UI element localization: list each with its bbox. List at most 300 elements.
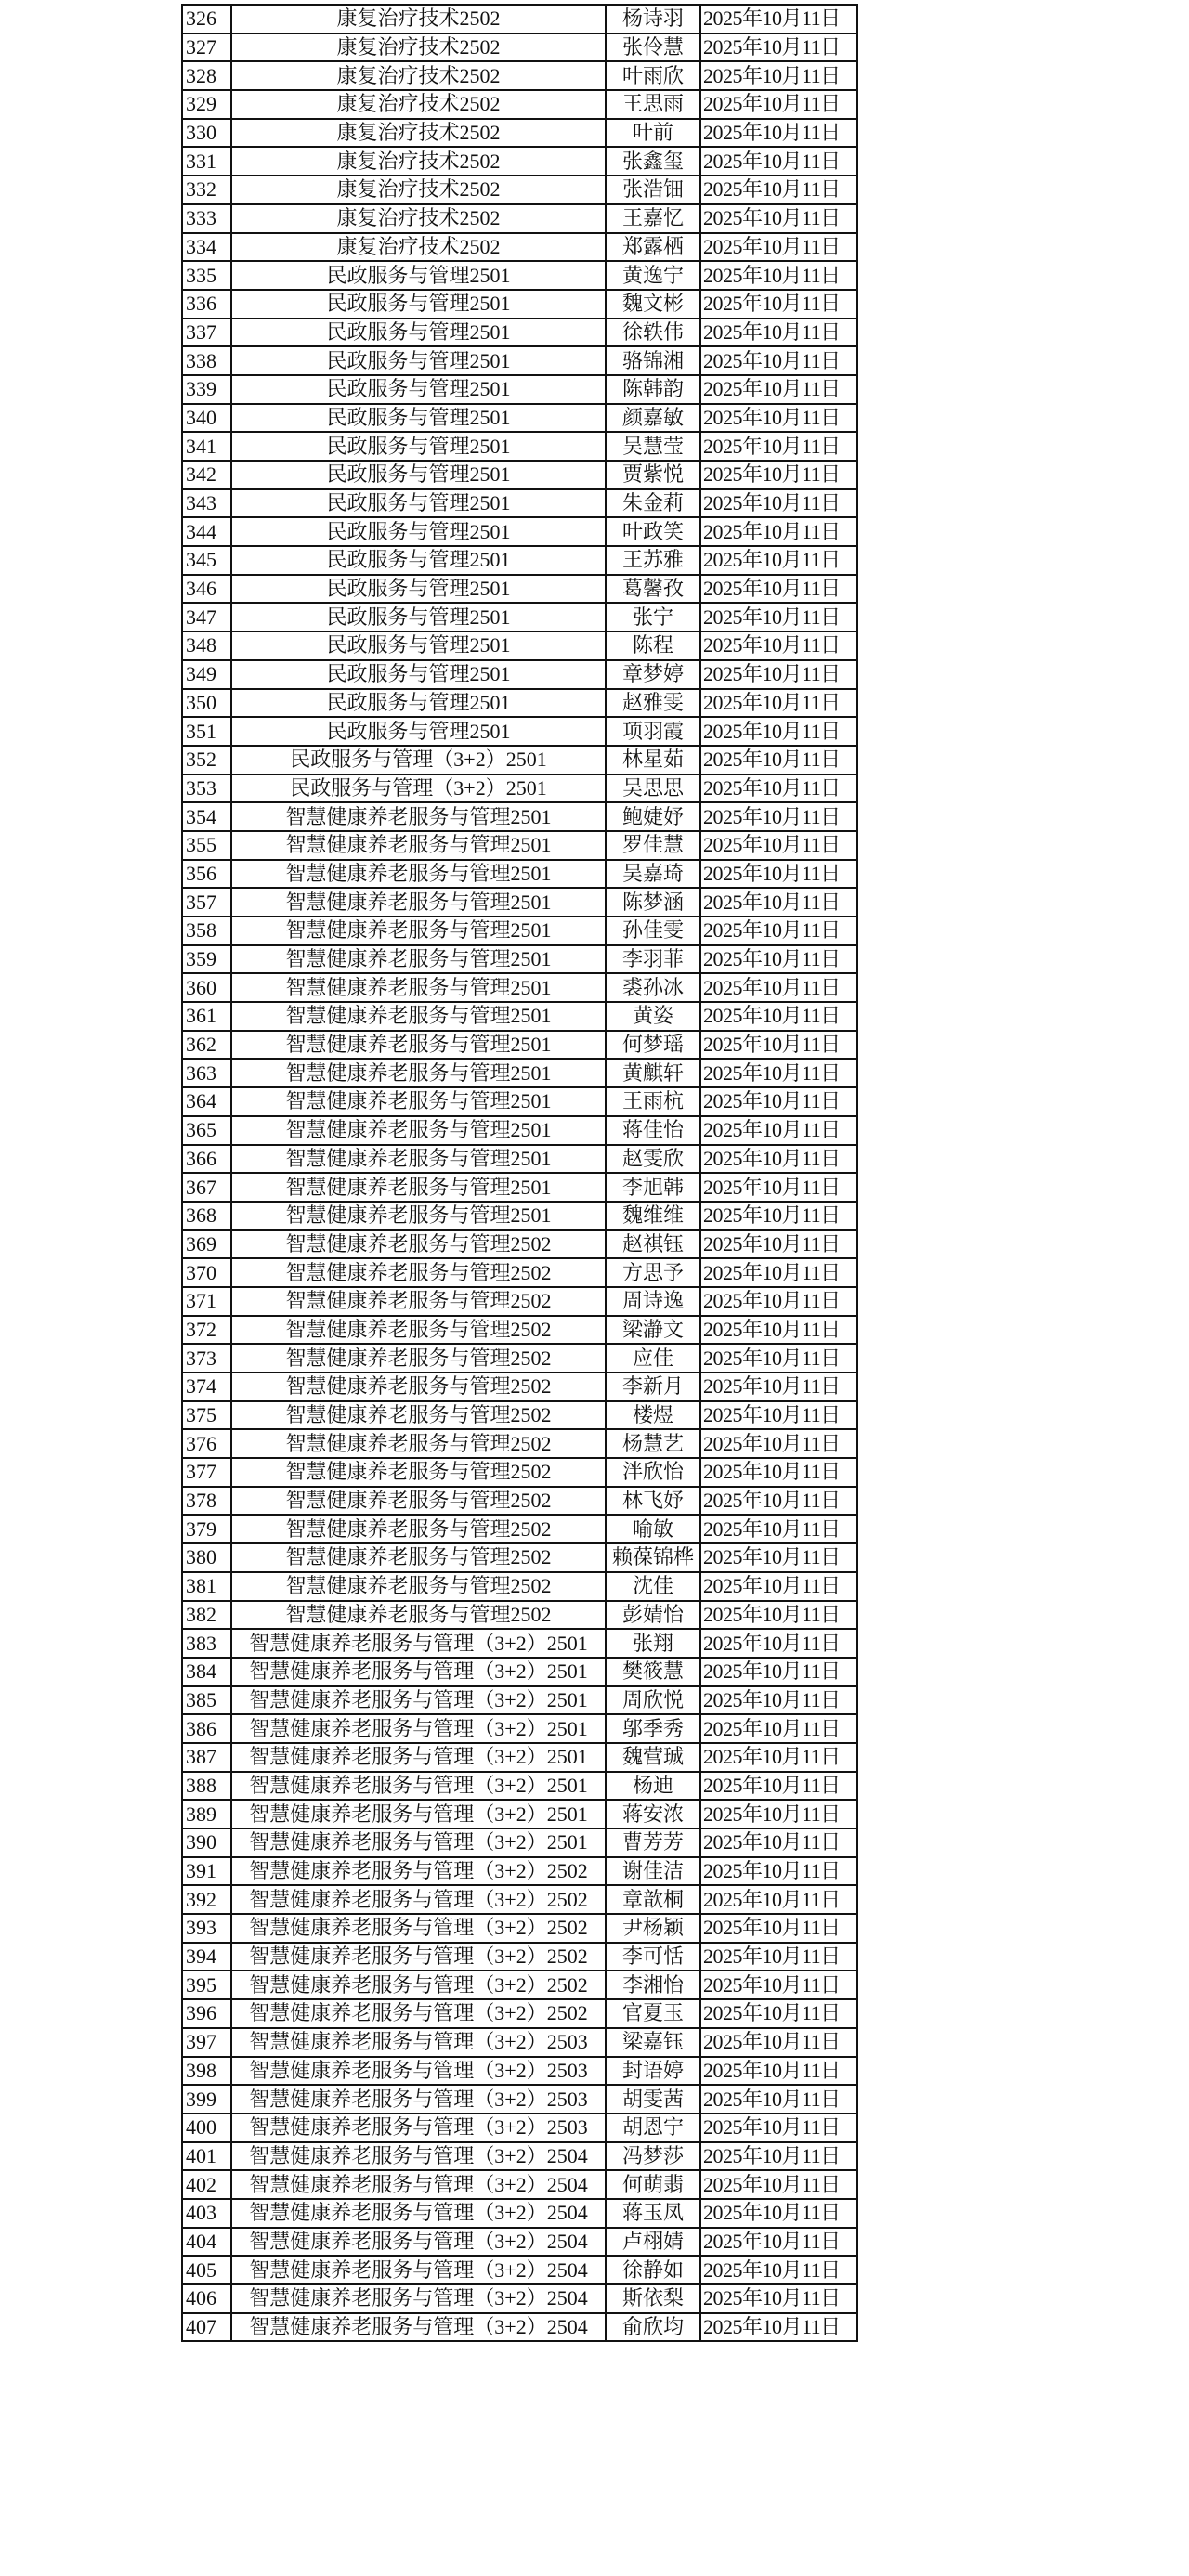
program-cell: 智慧健康养老服务与管理2502 bbox=[231, 1487, 606, 1516]
student-name-cell: 鲍婕妤 bbox=[606, 802, 700, 831]
program-cell: 智慧健康养老服务与管理2501 bbox=[231, 831, 606, 860]
row-number: 330 bbox=[182, 119, 231, 148]
table-row bbox=[182, 1629, 857, 1658]
table-row bbox=[182, 261, 857, 290]
program-cell: 智慧健康养老服务与管理2501 bbox=[231, 1087, 606, 1116]
date-cell: 2025年10月11日 bbox=[700, 461, 857, 489]
student-name-cell: 方思予 bbox=[606, 1258, 700, 1287]
table-row bbox=[182, 1686, 857, 1715]
date-cell: 2025年10月11日 bbox=[700, 831, 857, 860]
row-number: 392 bbox=[182, 1885, 231, 1914]
table-row bbox=[182, 404, 857, 433]
program-cell: 民政服务与管理（3+2）2501 bbox=[231, 746, 606, 774]
date-cell: 2025年10月11日 bbox=[700, 2170, 857, 2199]
row-number: 401 bbox=[182, 2142, 231, 2171]
table-row bbox=[182, 2284, 857, 2313]
table-row bbox=[182, 1145, 857, 1174]
date-cell: 2025年10月11日 bbox=[700, 631, 857, 660]
table-row bbox=[182, 717, 857, 746]
row-number: 364 bbox=[182, 1087, 231, 1116]
row-number: 381 bbox=[182, 1572, 231, 1601]
student-name-cell: 章梦婷 bbox=[606, 660, 700, 689]
date-cell: 2025年10月11日 bbox=[700, 517, 857, 546]
date-cell: 2025年10月11日 bbox=[700, 319, 857, 347]
student-name-cell: 周欣悦 bbox=[606, 1686, 700, 1715]
date-cell: 2025年10月11日 bbox=[700, 660, 857, 689]
table-row bbox=[182, 888, 857, 917]
row-number: 377 bbox=[182, 1458, 231, 1487]
program-cell: 智慧健康养老服务与管理2501 bbox=[231, 1145, 606, 1174]
program-cell: 智慧健康养老服务与管理（3+2）2502 bbox=[231, 1971, 606, 1999]
row-number: 404 bbox=[182, 2228, 231, 2257]
row-number: 367 bbox=[182, 1173, 231, 1202]
program-cell: 民政服务与管理2501 bbox=[231, 517, 606, 546]
student-name-cell: 赵雯欣 bbox=[606, 1145, 700, 1174]
program-cell: 智慧健康养老服务与管理2501 bbox=[231, 1173, 606, 1202]
table-row bbox=[182, 1828, 857, 1857]
row-number: 347 bbox=[182, 603, 231, 631]
row-number: 344 bbox=[182, 517, 231, 546]
program-cell: 康复治疗技术2502 bbox=[231, 119, 606, 148]
table-row bbox=[182, 1087, 857, 1116]
row-number: 366 bbox=[182, 1145, 231, 1174]
student-name-cell: 魏营珹 bbox=[606, 1743, 700, 1772]
row-number: 349 bbox=[182, 660, 231, 689]
table-row bbox=[182, 917, 857, 945]
row-number: 390 bbox=[182, 1828, 231, 1857]
date-cell: 2025年10月11日 bbox=[700, 290, 857, 319]
student-name-cell: 张伶慧 bbox=[606, 33, 700, 62]
table-row bbox=[182, 1601, 857, 1630]
table-row bbox=[182, 61, 857, 90]
row-number: 395 bbox=[182, 1971, 231, 1999]
table-row bbox=[182, 774, 857, 803]
date-cell: 2025年10月11日 bbox=[700, 404, 857, 433]
program-cell: 智慧健康养老服务与管理2501 bbox=[231, 1116, 606, 1145]
row-number: 339 bbox=[182, 375, 231, 404]
row-number: 357 bbox=[182, 888, 231, 917]
student-name-cell: 李可恬 bbox=[606, 1943, 700, 1971]
row-number: 400 bbox=[182, 2114, 231, 2142]
program-cell: 智慧健康养老服务与管理2501 bbox=[231, 802, 606, 831]
date-cell: 2025年10月11日 bbox=[700, 119, 857, 148]
table-row bbox=[182, 1772, 857, 1801]
date-cell: 2025年10月11日 bbox=[700, 1344, 857, 1373]
student-name-cell: 俞欣均 bbox=[606, 2313, 700, 2342]
table-row bbox=[182, 1857, 857, 1886]
table-row bbox=[182, 1002, 857, 1031]
row-number: 383 bbox=[182, 1629, 231, 1658]
program-cell: 智慧健康养老服务与管理（3+2）2501 bbox=[231, 1686, 606, 1715]
row-number: 397 bbox=[182, 2028, 231, 2057]
table-row bbox=[182, 1743, 857, 1772]
program-cell: 智慧健康养老服务与管理2502 bbox=[231, 1515, 606, 1543]
date-cell: 2025年10月11日 bbox=[700, 204, 857, 233]
date-cell: 2025年10月11日 bbox=[700, 774, 857, 803]
row-number: 406 bbox=[182, 2284, 231, 2313]
student-name-cell: 魏文彬 bbox=[606, 290, 700, 319]
program-cell: 康复治疗技术2502 bbox=[231, 233, 606, 262]
student-name-cell: 卢栩婧 bbox=[606, 2228, 700, 2257]
date-cell: 2025年10月11日 bbox=[700, 860, 857, 889]
program-cell: 智慧健康养老服务与管理2502 bbox=[231, 1458, 606, 1487]
table-row bbox=[182, 1572, 857, 1601]
date-cell: 2025年10月11日 bbox=[700, 1031, 857, 1060]
date-cell: 2025年10月11日 bbox=[700, 432, 857, 461]
row-number: 369 bbox=[182, 1230, 231, 1259]
program-cell: 智慧健康养老服务与管理（3+2）2502 bbox=[231, 1885, 606, 1914]
row-number: 389 bbox=[182, 1800, 231, 1828]
table-row bbox=[182, 860, 857, 889]
student-name-cell: 王嘉忆 bbox=[606, 204, 700, 233]
program-cell: 智慧健康养老服务与管理（3+2）2504 bbox=[231, 2199, 606, 2228]
row-number: 368 bbox=[182, 1202, 231, 1230]
table-row bbox=[182, 831, 857, 860]
table-row bbox=[182, 973, 857, 1002]
student-name-cell: 黄麒轩 bbox=[606, 1059, 700, 1087]
student-name-cell: 沈佳 bbox=[606, 1572, 700, 1601]
date-cell: 2025年10月11日 bbox=[700, 2199, 857, 2228]
date-cell: 2025年10月11日 bbox=[700, 689, 857, 718]
table-row bbox=[182, 1344, 857, 1373]
student-name-cell: 林飞妤 bbox=[606, 1487, 700, 1516]
table-row bbox=[182, 1658, 857, 1686]
date-cell: 2025年10月11日 bbox=[700, 176, 857, 204]
student-name-cell: 邬季秀 bbox=[606, 1714, 700, 1743]
row-number: 337 bbox=[182, 319, 231, 347]
student-name-cell: 喻敏 bbox=[606, 1515, 700, 1543]
table-row bbox=[182, 319, 857, 347]
student-name-cell: 骆锦湘 bbox=[606, 346, 700, 375]
date-cell: 2025年10月11日 bbox=[700, 2028, 857, 2057]
student-name-cell: 李湘怡 bbox=[606, 1971, 700, 1999]
student-name-cell: 张鑫玺 bbox=[606, 147, 700, 176]
date-cell: 2025年10月11日 bbox=[700, 1230, 857, 1259]
student-name-cell: 张浩钿 bbox=[606, 176, 700, 204]
date-cell: 2025年10月11日 bbox=[700, 1373, 857, 1401]
program-cell: 智慧健康养老服务与管理2502 bbox=[231, 1543, 606, 1572]
row-number: 372 bbox=[182, 1316, 231, 1345]
program-cell: 民政服务与管理2501 bbox=[231, 603, 606, 631]
row-number: 407 bbox=[182, 2313, 231, 2342]
date-cell: 2025年10月11日 bbox=[700, 546, 857, 575]
student-name-cell: 葛馨孜 bbox=[606, 575, 700, 604]
date-cell: 2025年10月11日 bbox=[700, 2284, 857, 2313]
student-name-cell: 王苏雅 bbox=[606, 546, 700, 575]
date-cell: 2025年10月11日 bbox=[700, 1800, 857, 1828]
row-number: 405 bbox=[182, 2256, 231, 2284]
date-cell: 2025年10月11日 bbox=[700, 1686, 857, 1715]
student-name-cell: 罗佳慧 bbox=[606, 831, 700, 860]
program-cell: 智慧健康养老服务与管理2501 bbox=[231, 860, 606, 889]
program-cell: 康复治疗技术2502 bbox=[231, 176, 606, 204]
row-number: 343 bbox=[182, 489, 231, 518]
student-name-cell: 陈韩韵 bbox=[606, 375, 700, 404]
program-cell: 智慧健康养老服务与管理2501 bbox=[231, 1002, 606, 1031]
program-cell: 智慧健康养老服务与管理（3+2）2502 bbox=[231, 1943, 606, 1971]
row-number: 373 bbox=[182, 1344, 231, 1373]
table-row bbox=[182, 2256, 857, 2284]
row-number: 332 bbox=[182, 176, 231, 204]
program-cell: 民政服务与管理2501 bbox=[231, 575, 606, 604]
program-cell: 民政服务与管理2501 bbox=[231, 404, 606, 433]
student-name-cell: 叶前 bbox=[606, 119, 700, 148]
date-cell: 2025年10月11日 bbox=[700, 1515, 857, 1543]
row-number: 333 bbox=[182, 204, 231, 233]
table-row bbox=[182, 290, 857, 319]
program-cell: 智慧健康养老服务与管理（3+2）2502 bbox=[231, 1999, 606, 2028]
program-cell: 民政服务与管理2501 bbox=[231, 689, 606, 718]
student-name-cell: 胡雯茜 bbox=[606, 2085, 700, 2114]
row-number: 376 bbox=[182, 1429, 231, 1458]
date-cell: 2025年10月11日 bbox=[700, 1543, 857, 1572]
table-row bbox=[182, 489, 857, 518]
student-name-cell: 项羽霞 bbox=[606, 717, 700, 746]
date-cell: 2025年10月11日 bbox=[700, 1743, 857, 1772]
date-cell: 2025年10月11日 bbox=[700, 1429, 857, 1458]
table-row bbox=[182, 1487, 857, 1516]
table-row bbox=[182, 119, 857, 148]
student-name-cell: 周诗逸 bbox=[606, 1287, 700, 1316]
date-cell: 2025年10月11日 bbox=[700, 261, 857, 290]
table-row bbox=[182, 90, 857, 119]
table-row bbox=[182, 5, 857, 33]
student-name-cell: 曹芳芳 bbox=[606, 1828, 700, 1857]
date-cell: 2025年10月11日 bbox=[700, 1487, 857, 1516]
date-cell: 2025年10月11日 bbox=[700, 1173, 857, 1202]
date-cell: 2025年10月11日 bbox=[700, 1401, 857, 1430]
program-cell: 智慧健康养老服务与管理（3+2）2503 bbox=[231, 2057, 606, 2086]
student-name-cell: 谢佳洁 bbox=[606, 1857, 700, 1886]
date-cell: 2025年10月11日 bbox=[700, 2057, 857, 2086]
student-name-cell: 官夏玉 bbox=[606, 1999, 700, 2028]
date-cell: 2025年10月11日 bbox=[700, 1202, 857, 1230]
student-name-cell: 杨迪 bbox=[606, 1772, 700, 1801]
student-name-cell: 陈梦涵 bbox=[606, 888, 700, 917]
student-name-cell: 吴嘉琦 bbox=[606, 860, 700, 889]
date-cell: 2025年10月11日 bbox=[700, 147, 857, 176]
student-name-cell: 楼煜 bbox=[606, 1401, 700, 1430]
row-number: 327 bbox=[182, 33, 231, 62]
table-row bbox=[182, 1059, 857, 1087]
table-row bbox=[182, 1714, 857, 1743]
table-row bbox=[182, 204, 857, 233]
date-cell: 2025年10月11日 bbox=[700, 61, 857, 90]
date-cell: 2025年10月11日 bbox=[700, 746, 857, 774]
student-name-cell: 应佳 bbox=[606, 1344, 700, 1373]
program-cell: 民政服务与管理2501 bbox=[231, 346, 606, 375]
program-cell: 民政服务与管理2501 bbox=[231, 290, 606, 319]
student-name-cell: 孙佳雯 bbox=[606, 917, 700, 945]
table-row bbox=[182, 2114, 857, 2142]
student-name-cell: 杨慧艺 bbox=[606, 1429, 700, 1458]
row-number: 371 bbox=[182, 1287, 231, 1316]
table-row bbox=[182, 432, 857, 461]
table-row bbox=[182, 2313, 857, 2342]
program-cell: 智慧健康养老服务与管理（3+2）2502 bbox=[231, 1914, 606, 1943]
row-number: 396 bbox=[182, 1999, 231, 2028]
table-row bbox=[182, 1458, 857, 1487]
row-number: 386 bbox=[182, 1714, 231, 1743]
student-name-cell: 何萌翡 bbox=[606, 2170, 700, 2199]
student-name-cell: 魏维维 bbox=[606, 1202, 700, 1230]
program-cell: 智慧健康养老服务与管理（3+2）2504 bbox=[231, 2170, 606, 2199]
student-name-cell: 李旭韩 bbox=[606, 1173, 700, 1202]
date-cell: 2025年10月11日 bbox=[700, 888, 857, 917]
program-cell: 智慧健康养老服务与管理（3+2）2504 bbox=[231, 2313, 606, 2342]
student-name-cell: 梁瀞文 bbox=[606, 1316, 700, 1345]
program-cell: 智慧健康养老服务与管理2502 bbox=[231, 1344, 606, 1373]
date-cell: 2025年10月11日 bbox=[700, 233, 857, 262]
student-name-cell: 徐轶伟 bbox=[606, 319, 700, 347]
student-name-cell: 彭婧怡 bbox=[606, 1601, 700, 1630]
row-number: 403 bbox=[182, 2199, 231, 2228]
row-number: 393 bbox=[182, 1914, 231, 1943]
student-name-cell: 裘孙冰 bbox=[606, 973, 700, 1002]
row-number: 341 bbox=[182, 432, 231, 461]
program-cell: 智慧健康养老服务与管理2501 bbox=[231, 1202, 606, 1230]
row-number: 385 bbox=[182, 1686, 231, 1715]
date-cell: 2025年10月11日 bbox=[700, 1714, 857, 1743]
student-name-cell: 徐静如 bbox=[606, 2256, 700, 2284]
program-cell: 康复治疗技术2502 bbox=[231, 90, 606, 119]
row-number: 353 bbox=[182, 774, 231, 803]
row-number: 370 bbox=[182, 1258, 231, 1287]
row-number: 388 bbox=[182, 1772, 231, 1801]
program-cell: 民政服务与管理2501 bbox=[231, 261, 606, 290]
date-cell: 2025年10月11日 bbox=[700, 1002, 857, 1031]
program-cell: 智慧健康养老服务与管理2502 bbox=[231, 1258, 606, 1287]
student-name-cell: 王思雨 bbox=[606, 90, 700, 119]
date-cell: 2025年10月11日 bbox=[700, 575, 857, 604]
date-cell: 2025年10月11日 bbox=[700, 489, 857, 518]
student-name-cell: 蒋玉凤 bbox=[606, 2199, 700, 2228]
date-cell: 2025年10月11日 bbox=[700, 973, 857, 1002]
date-cell: 2025年10月11日 bbox=[700, 1059, 857, 1087]
student-name-cell: 蒋佳怡 bbox=[606, 1116, 700, 1145]
program-cell: 智慧健康养老服务与管理（3+2）2501 bbox=[231, 1743, 606, 1772]
student-name-cell: 杨诗羽 bbox=[606, 5, 700, 33]
row-number: 329 bbox=[182, 90, 231, 119]
program-cell: 智慧健康养老服务与管理2502 bbox=[231, 1572, 606, 1601]
table-row bbox=[182, 660, 857, 689]
student-name-cell: 封语婷 bbox=[606, 2057, 700, 2086]
program-cell: 智慧健康养老服务与管理（3+2）2501 bbox=[231, 1800, 606, 1828]
date-cell: 2025年10月11日 bbox=[700, 603, 857, 631]
table-row bbox=[182, 2142, 857, 2171]
date-cell: 2025年10月11日 bbox=[700, 2228, 857, 2257]
date-cell: 2025年10月11日 bbox=[700, 1287, 857, 1316]
student-name-cell: 章歆桐 bbox=[606, 1885, 700, 1914]
date-cell: 2025年10月11日 bbox=[700, 1258, 857, 1287]
row-number: 345 bbox=[182, 546, 231, 575]
student-name-cell: 黄姿 bbox=[606, 1002, 700, 1031]
program-cell: 康复治疗技术2502 bbox=[231, 33, 606, 62]
program-cell: 康复治疗技术2502 bbox=[231, 204, 606, 233]
row-number: 355 bbox=[182, 831, 231, 860]
program-cell: 民政服务与管理2501 bbox=[231, 375, 606, 404]
student-list-table bbox=[181, 4, 858, 2342]
student-name-cell: 叶雨欣 bbox=[606, 61, 700, 90]
row-number: 394 bbox=[182, 1943, 231, 1971]
row-number: 375 bbox=[182, 1401, 231, 1430]
row-number: 340 bbox=[182, 404, 231, 433]
date-cell: 2025年10月11日 bbox=[700, 1458, 857, 1487]
date-cell: 2025年10月11日 bbox=[700, 2142, 857, 2171]
date-cell: 2025年10月11日 bbox=[700, 1885, 857, 1914]
table-row bbox=[182, 147, 857, 176]
program-cell: 民政服务与管理2501 bbox=[231, 461, 606, 489]
row-number: 335 bbox=[182, 261, 231, 290]
row-number: 338 bbox=[182, 346, 231, 375]
table-row bbox=[182, 1202, 857, 1230]
row-number: 334 bbox=[182, 233, 231, 262]
program-cell: 智慧健康养老服务与管理（3+2）2501 bbox=[231, 1828, 606, 1857]
date-cell: 2025年10月11日 bbox=[700, 1857, 857, 1886]
row-number: 328 bbox=[182, 61, 231, 90]
program-cell: 智慧健康养老服务与管理（3+2）2504 bbox=[231, 2284, 606, 2313]
row-number: 365 bbox=[182, 1116, 231, 1145]
program-cell: 智慧健康养老服务与管理2502 bbox=[231, 1373, 606, 1401]
program-cell: 民政服务与管理2501 bbox=[231, 432, 606, 461]
program-cell: 康复治疗技术2502 bbox=[231, 61, 606, 90]
row-number: 398 bbox=[182, 2057, 231, 2086]
table-row bbox=[182, 1515, 857, 1543]
student-name-cell: 叶政笑 bbox=[606, 517, 700, 546]
student-name-cell: 胡恩宁 bbox=[606, 2114, 700, 2142]
table-row bbox=[182, 603, 857, 631]
table-row bbox=[182, 1800, 857, 1828]
table-row bbox=[182, 1943, 857, 1971]
student-name-cell: 吴慧莹 bbox=[606, 432, 700, 461]
date-cell: 2025年10月11日 bbox=[700, 802, 857, 831]
date-cell: 2025年10月11日 bbox=[700, 1971, 857, 1999]
row-number: 391 bbox=[182, 1857, 231, 1886]
date-cell: 2025年10月11日 bbox=[700, 2114, 857, 2142]
date-cell: 2025年10月11日 bbox=[700, 1116, 857, 1145]
row-number: 350 bbox=[182, 689, 231, 718]
date-cell: 2025年10月11日 bbox=[700, 2085, 857, 2114]
row-number: 348 bbox=[182, 631, 231, 660]
table-row bbox=[182, 2028, 857, 2057]
row-number: 380 bbox=[182, 1543, 231, 1572]
table-row bbox=[182, 1429, 857, 1458]
program-cell: 智慧健康养老服务与管理2502 bbox=[231, 1230, 606, 1259]
table-row bbox=[182, 1316, 857, 1345]
row-number: 379 bbox=[182, 1515, 231, 1543]
table-row bbox=[182, 233, 857, 262]
row-number: 342 bbox=[182, 461, 231, 489]
date-cell: 2025年10月11日 bbox=[700, 1572, 857, 1601]
table-row bbox=[182, 33, 857, 62]
program-cell: 民政服务与管理2501 bbox=[231, 660, 606, 689]
table-row bbox=[182, 346, 857, 375]
program-cell: 智慧健康养老服务与管理2502 bbox=[231, 1401, 606, 1430]
row-number: 351 bbox=[182, 717, 231, 746]
program-cell: 智慧健康养老服务与管理2501 bbox=[231, 888, 606, 917]
row-number: 331 bbox=[182, 147, 231, 176]
row-number: 336 bbox=[182, 290, 231, 319]
date-cell: 2025年10月11日 bbox=[700, 346, 857, 375]
program-cell: 民政服务与管理2501 bbox=[231, 319, 606, 347]
program-cell: 智慧健康养老服务与管理2501 bbox=[231, 917, 606, 945]
row-number: 356 bbox=[182, 860, 231, 889]
program-cell: 智慧健康养老服务与管理2501 bbox=[231, 1031, 606, 1060]
student-name-cell: 梁嘉钰 bbox=[606, 2028, 700, 2057]
row-number: 378 bbox=[182, 1487, 231, 1516]
program-cell: 智慧健康养老服务与管理（3+2）2504 bbox=[231, 2142, 606, 2171]
student-name-cell: 樊筱慧 bbox=[606, 1658, 700, 1686]
